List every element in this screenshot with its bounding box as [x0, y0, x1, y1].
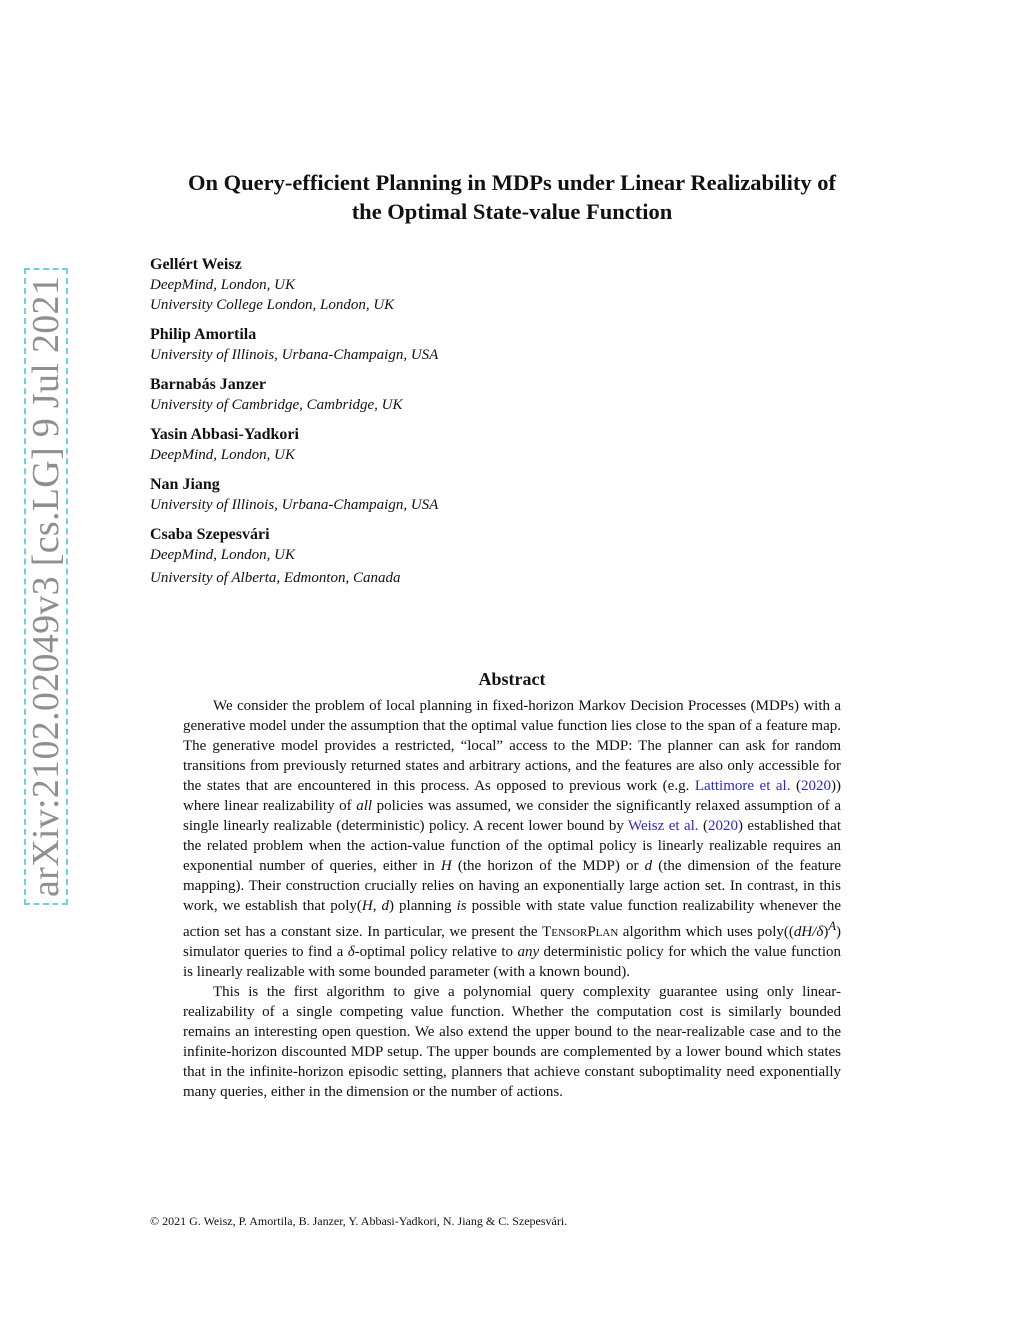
abstract-text: We consider the problem of local planning in fixed-horizon Markov Decision Processes (MDPs) with a generative model under the assumption that the optimal value function lies close to the span of a feature map. The generative model provides a restricted, “local” access to the MDP: The planner can ask for random transitions from previously returned states and arbitrary actions, and the features are also only accessible for the states that are encountered in this process. As opposed to previous work (e.g. [183, 698, 841, 794]
math-expression: H, d [361, 898, 390, 914]
abstract-text: ( [790, 778, 802, 794]
abstract-text: ) simulator queries to find a [183, 924, 841, 960]
abstract-heading: Abstract [478, 669, 546, 689]
arxiv-identifier-text: arXiv:2102.02049v3 [cs.LG] 9 Jul 2021 [24, 268, 68, 905]
citation-year-link-weisz[interactable]: 2020 [708, 818, 738, 834]
abstract-text: deterministic policy for which the value function is linearly realizable with some bounded parameter (with a known bound). [183, 944, 841, 980]
math-variable: H [440, 858, 452, 874]
author-affiliation: University of Alberta, Edmonton, Canada [150, 570, 401, 586]
author-affiliation: DeepMind, London, UK [150, 277, 295, 293]
abstract-text: (the horizon of the MDP) or [451, 858, 645, 874]
author-block [150, 524, 650, 588]
author-affiliation: DeepMind, London, UK [150, 447, 295, 463]
math-expression: dH/δ [793, 924, 824, 940]
copyright-footer: © 2021 G. Weisz, P. Amortila, B. Janzer, Y. Abbasi-Yadkori, N. Jiang & C. Szepesvári. [150, 1214, 568, 1228]
algorithm-name: TensorPlan [542, 924, 619, 940]
author-name: Philip Amortila [150, 326, 257, 343]
math-variable: d [644, 858, 653, 874]
author-affiliation: University of Illinois, Urbana-Champaign, USA [150, 347, 439, 363]
author-block [150, 374, 650, 415]
author-name: Nan Jiang [150, 476, 220, 493]
emphasis-text: all [356, 798, 373, 814]
emphasis-text: any [517, 944, 540, 960]
abstract-text: ( [698, 818, 708, 834]
paper-title-line-2: the Optimal State-value Function [351, 199, 673, 224]
abstract-text: algorithm which uses poly(( [618, 924, 794, 940]
abstract-text: -optimal policy relative to [354, 944, 518, 960]
abstract-body [183, 696, 841, 1102]
abstract-text: ) established that the related problem when the action-value function of the optimal policy is linearly realizable requires an exponential number of queries, either in [183, 818, 842, 874]
author-affiliation: University of Illinois, Urbana-Champaign, USA [150, 497, 439, 513]
abstract-text: ) planning [389, 898, 457, 914]
author-name: Csaba Szepesvári [150, 526, 270, 543]
math-exponent: A [828, 919, 836, 933]
abstract-text: policies was assumed, we consider the significantly relaxed assumption of a single linearly realizable (deterministic) policy. A recent lower bound by [183, 798, 841, 834]
math-expression: ) [823, 924, 829, 940]
author-block [150, 424, 650, 465]
author-list [150, 254, 650, 588]
paper-title-line-1: On Query-efficient Planning in MDPs under Linear Realizability of [188, 170, 836, 195]
author-affiliation: University of Cambridge, Cambridge, UK [150, 397, 403, 413]
citation-year-link-lattimore[interactable]: 2020 [801, 778, 832, 794]
author-affiliation: University College London, London, UK [150, 297, 395, 313]
emphasis-text: is [456, 898, 467, 914]
author-name: Gellért Weisz [150, 256, 242, 273]
author-block [150, 324, 650, 365]
author-name: Yasin Abbasi-Yadkori [150, 426, 299, 443]
citation-link-weisz[interactable]: Weisz et al. [628, 818, 699, 834]
author-name: Barnabás Janzer [150, 376, 266, 393]
abstract-paragraph-2: This is the first algorithm to give a polynomial query complexity guarantee using only linear-realizability of a single competing value function. Whether the computation cost is similarly bounded remains an interesting open question. We also extend the upper bound to the near-realizable case and to the infinite-horizon discounted MDP setup. The upper bounds are complemented by a lower bound which states that in the infinite-horizon episodic setting, planners that achieve constant suboptimality need exponentially many queries, either in the dimension or the number of actions. [183, 984, 841, 1100]
abstract-paragraph-1 [183, 696, 841, 982]
author-affiliation: DeepMind, London, UK [150, 547, 295, 563]
abstract-text: possible with state value function realizability whenever the action set has a constant size. In particular, we present the [183, 898, 841, 940]
author-block [150, 474, 650, 515]
abstract-text: (the dimension of the feature mapping). Their construction crucially relies on having an exponentially large action set. In contrast, in this work, we establish that poly( [183, 858, 841, 914]
citation-link-lattimore[interactable]: Lattimore et al. [694, 778, 791, 794]
abstract-text: )) where linear realizability of [183, 778, 842, 814]
math-variable: δ [347, 944, 355, 960]
paper-title [150, 168, 874, 226]
author-block [150, 254, 650, 315]
